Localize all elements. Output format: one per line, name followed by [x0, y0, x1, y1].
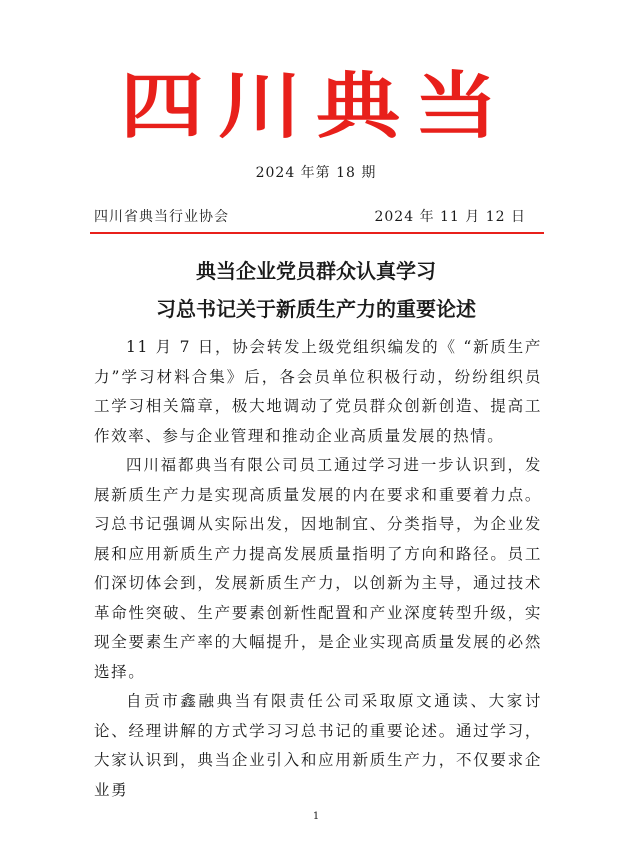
masthead	[0, 56, 632, 156]
paragraph: 自贡市鑫融典当有限责任公司采取原文通读、大家讨论、经理讲解的方式学习习总书记的重要论述。通过学习，大家认识到，典当企业引入和应用新质生产力，不仅要求企业勇	[94, 692, 542, 799]
issue-number: 2024 年第 18 期	[255, 165, 377, 181]
paragraph: 11 月 7 日，协会转发上级党组织编发的《 “新质生产力”学习材料合集》后，各会员单位积极行动，纷纷组织员工学习相关篇章，极大地调动了党员群众创新创造、提高工作效率、参与企业管理和推动企业高质量发展的热情。	[94, 338, 542, 445]
masthead-title: 四川典当	[119, 63, 512, 149]
article-title	[0, 252, 632, 328]
article-body	[94, 333, 542, 805]
page-number: 1	[312, 811, 320, 822]
meta-row	[94, 206, 538, 228]
article-title-line-2: 习总书记关于新质生产力的重要论述	[156, 297, 476, 321]
red-divider	[90, 232, 544, 234]
paragraph: 四川福都典当有限公司员工通过学习进一步认识到，发展新质生产力是实现高质量发展的内在要求和重要着力点。习总书记强调从实际出发，因地制宜、分类指导，为企业发展和应用新质生产力提高发展质量指明了方向和路径。员工们深切体会到，发展新质生产力，以创新为主导，通过技术革命性突破、生产要素创新性配置和产业深度转型升级，实现全要素生产率的大幅提升，是企业实现高质量发展的必然选择。	[94, 456, 542, 681]
publish-date: 2024 年 11 月 12 日	[374, 209, 526, 225]
article-title-line-1: 典当企业党员群众认真学习	[196, 259, 436, 283]
publisher: 四川省典当行业协会	[94, 209, 229, 225]
